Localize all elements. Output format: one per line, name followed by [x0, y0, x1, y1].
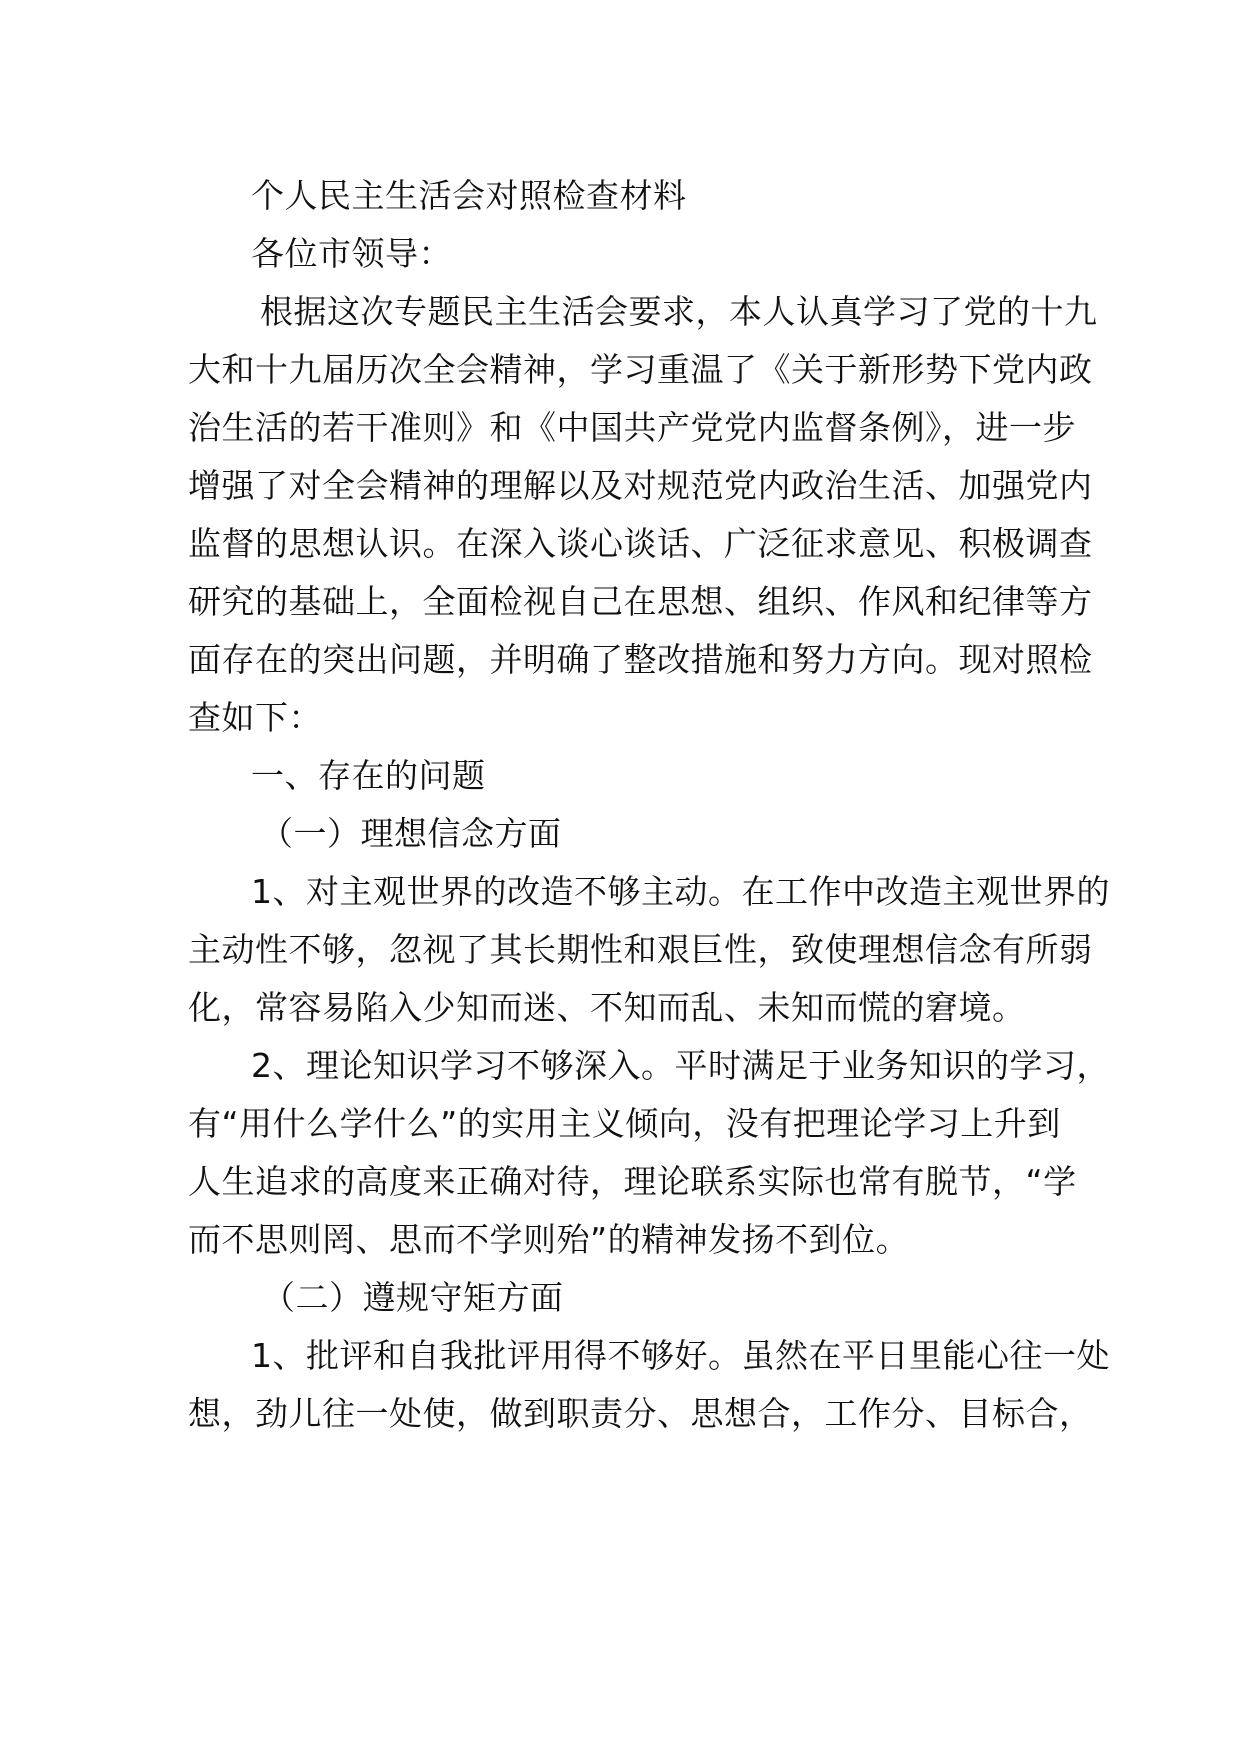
body-line-2: 大和十九届历次全会精神，学习重温了《关于新形势下党内政 [188, 350, 1093, 389]
item-1-line-2: 主动性不够，忽视了其长期性和艰巨性，致使理想信念有所弱 [188, 930, 1093, 969]
item-2-line-4: 而不思则罔、思而不学则殆”的精神发扬不到位。 [188, 1220, 910, 1259]
item-2-line-1: 2、理论知识学习不够深入。平时满足于业务知识的学习， [251, 1046, 1110, 1085]
salutation: 各位市领导： [251, 234, 452, 273]
section-heading-1: 一、存在的问题 [251, 756, 486, 795]
item-2-line-2: 有“用什么学什么”的实用主义倾向，没有把理论学习上升到 [188, 1104, 1061, 1143]
body-line-3: 治生活的若干准则》和《中国共产党党内监督条例》，进一步 [188, 408, 1076, 447]
body-line-1: 根据这次专题民主生活会要求，本人认真学习了党的十九 [260, 292, 1098, 331]
body-line-5: 监督的思想认识。在深入谈心谈话、广泛征求意见、积极调查 [188, 524, 1093, 563]
document-title: 个人民主生活会对照检查材料 [251, 176, 687, 215]
item-3-line-2: 想，劲儿往一处使，做到职责分、思想合，工作分、目标合， [188, 1394, 1093, 1433]
item-1-line-3: 化，常容易陷入少知而迷、不知而乱、未知而慌的窘境。 [188, 988, 1026, 1027]
item-3-line-1: 1、批评和自我批评用得不够好。虽然在平日里能心往一处 [251, 1336, 1110, 1375]
body-line-6: 研究的基础上，全面检视自己在思想、组织、作风和纪律等方 [188, 582, 1093, 621]
item-1-line-1: 1、对主观世界的改造不够主动。在工作中改造主观世界的 [251, 872, 1110, 911]
body-line-4: 增强了对全会精神的理解以及对规范党内政治生活、加强党内 [188, 466, 1093, 505]
item-2-line-3: 人生追求的高度来正确对待，理论联系实际也常有脱节，“学 [188, 1162, 1077, 1201]
body-line-7: 面存在的突出问题，并明确了整改措施和努力方向。现对照检 [188, 640, 1093, 679]
subsection-heading-1: （一）理想信念方面 [260, 814, 562, 853]
body-line-8: 查如下： [188, 698, 322, 737]
subsection-heading-2: （二）遵规守矩方面 [262, 1278, 564, 1317]
